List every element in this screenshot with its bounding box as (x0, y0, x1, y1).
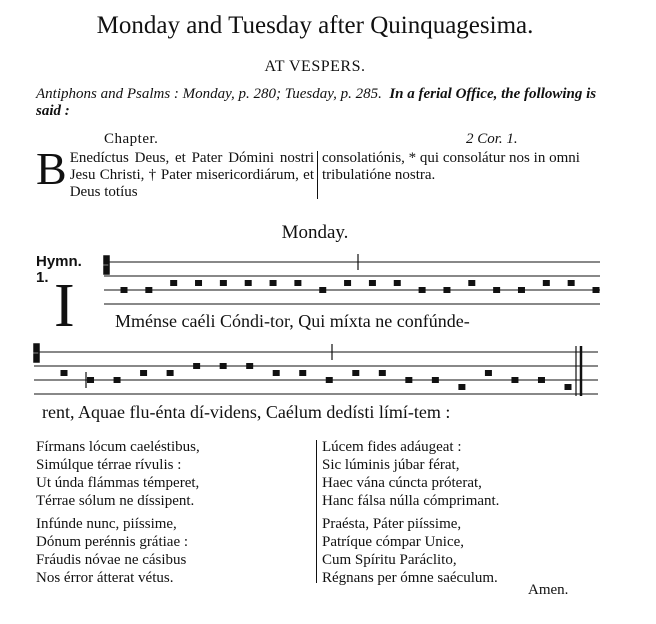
chapter-label: Chapter. (104, 131, 159, 147)
stanza-line: Ut únda flámmas témperet, (36, 475, 200, 491)
chant-note (405, 377, 412, 383)
chant-note (394, 280, 401, 286)
chant-note (246, 363, 253, 369)
chant-note (145, 287, 152, 293)
chant-note (344, 280, 351, 286)
hymn-label-text: Hymn. (36, 253, 82, 270)
chant-note (170, 280, 177, 286)
stanza-column-divider (316, 440, 317, 583)
chant-note (121, 287, 128, 293)
hymn-initial: I (54, 272, 75, 340)
chant-note (565, 384, 572, 390)
hymn-number: 1. (36, 269, 49, 286)
stanza-line: Fírmans lócum caeléstibus, (36, 439, 200, 455)
staff-1-notes (121, 280, 600, 293)
chant-note (432, 377, 439, 383)
chant-note (193, 363, 200, 369)
chant-note (319, 287, 326, 293)
chant-note (352, 370, 359, 376)
stanza-line: Simúlque térrae rívulis : (36, 457, 182, 473)
chant-note (538, 377, 545, 383)
staff-2-notes (61, 363, 572, 390)
chant-note (485, 370, 492, 376)
stanza-right-1 (322, 438, 499, 510)
chapter-text-right: consolatiónis, * qui consolátur nos in omni tribulatióne nostra. (322, 150, 580, 183)
stanza-line: Cum Spíritu Paráclito, (322, 552, 457, 568)
stanza-line: Hanc fálsa núlla cómprimant. (322, 493, 500, 509)
stanza-line: Térrae sólum ne díssipent. (36, 493, 195, 509)
chant-note (195, 280, 202, 286)
chant-note (369, 280, 376, 286)
stanza-line: Infúnde nunc, piíssime, (36, 516, 177, 532)
chant-note (419, 287, 426, 293)
chapter-reference: 2 Cor. 1. (466, 131, 518, 147)
stanza-line: Nos érror átterat vétus. (36, 570, 174, 586)
hymn-lyrics-line-1: Mménse caéli Cóndi-tor, Qui míxta ne confúnde- (115, 311, 470, 331)
chant-note (114, 377, 121, 383)
chant-note (61, 370, 68, 376)
stanza-line: Fráudis nóvae ne cásibus (36, 552, 187, 568)
stanza-line: Patríque cómpar Unice, (322, 534, 465, 550)
stanza-line: Régnans per ómne saéculum. (322, 570, 498, 586)
ferial-note: In a ferial Office, the following is said : (36, 86, 597, 119)
staff-2 (34, 344, 598, 396)
stanza-left-1 (36, 438, 200, 510)
chant-note (511, 377, 518, 383)
chant-note (273, 370, 280, 376)
chant-note (140, 370, 147, 376)
do-clef-1 (104, 256, 109, 274)
stanza-right-2 (322, 515, 498, 587)
chant-note (87, 377, 94, 383)
chant-note (468, 280, 475, 286)
page-title: Monday and Tuesday after Quinquagesima. (96, 12, 534, 39)
chant-note (245, 280, 252, 286)
amen: Amen. (528, 582, 569, 598)
staff-1 (104, 254, 600, 304)
chant-note (294, 280, 301, 286)
chant-note (220, 363, 227, 369)
stanza-left-2 (36, 515, 188, 587)
chapter-left-body: Enedíctus Deus, et Pater Dómini nostri Jesu Christi, † Pater misericordiárum, et Deus totíus (69, 150, 314, 200)
chant-note (299, 370, 306, 376)
stanza-line: Lúcem fides adáugeat : (322, 439, 462, 455)
stanza-line: Dónum perénnis grátiae : (36, 534, 189, 550)
office-subtitle: AT VESPERS. (264, 58, 366, 75)
chant-note (458, 384, 465, 390)
chant-note (443, 287, 450, 293)
chant-note (568, 280, 575, 286)
chant-note (270, 280, 277, 286)
chant-note (543, 280, 550, 286)
chant-note (379, 370, 386, 376)
hymn-day-heading: Monday. (281, 222, 349, 243)
antiphons-italic: Antiphons and Psalms : Monday, p. 280; Tuesday, p. 285. (36, 86, 382, 102)
chant-note (220, 280, 227, 286)
stanza-line: Haec vána cúncta próterat, (322, 475, 482, 491)
hymn-lyrics-line-2: rent, Aquae flu-énta dí-videns, Caélum dedísti límí-tem : (42, 402, 451, 422)
chant-note (326, 377, 333, 383)
chant-note (593, 287, 600, 293)
chant-note (493, 287, 500, 293)
stanza-line: Praésta, Páter piíssime, (322, 516, 462, 532)
chant-note (518, 287, 525, 293)
chapter-drop-cap: B (36, 143, 67, 194)
stanza-line: Sic lúminis júbar férat, (322, 457, 460, 473)
chant-note (167, 370, 174, 376)
do-clef-2 (34, 344, 39, 362)
